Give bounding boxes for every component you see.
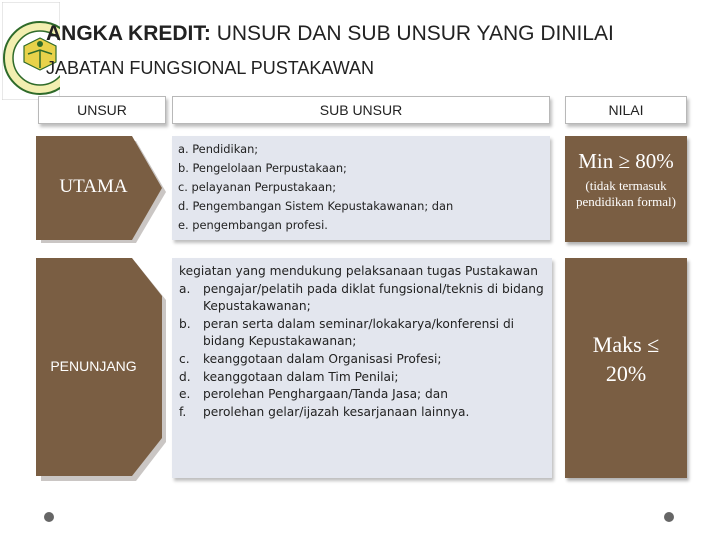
- list-marker: f.: [179, 404, 187, 419]
- page-subtitle: JABATAN FUNGSIONAL PUSTAKAWAN: [46, 58, 375, 78]
- header-sub-unsur: SUB UNSUR: [172, 96, 550, 124]
- sub-unsur-penunjang: [172, 258, 552, 478]
- chevron-utama: [36, 136, 166, 242]
- sub-item: c. pelayanan Perpustakaan;: [178, 180, 337, 194]
- title-rest: UNSUR DAN SUB UNSUR YANG DINILAI: [210, 22, 614, 45]
- list-item: [179, 404, 546, 422]
- unsur-utama-label: UTAMA: [59, 176, 128, 197]
- list-item: [179, 351, 546, 369]
- list-text: pengajar/pelatih pada diklat fungsional/teknis di bidang Kepustakawanan;: [203, 281, 544, 314]
- sub-item: e. pengembangan profesi.: [178, 218, 328, 232]
- sub-intro: kegiatan yang mendukung pelaksanaan tugas Pustakawan: [179, 264, 538, 278]
- list-item: [179, 369, 546, 387]
- list-item: [179, 386, 546, 404]
- header-unsur: UNSUR: [38, 96, 166, 124]
- nilai-utama-note: (tidak termasuk pendidikan formal): [576, 178, 676, 209]
- dot-icon: [44, 512, 54, 522]
- sub-unsur-utama: [172, 136, 550, 240]
- nilai-penunjang-value: Maks ≤ 20%: [592, 332, 660, 386]
- nilai-penunjang: [565, 258, 687, 478]
- list-marker: a.: [179, 281, 191, 296]
- header-nilai: NILAI: [565, 96, 687, 124]
- nilai-utama-value: Min ≥ 80%: [578, 149, 674, 173]
- list-marker: b.: [179, 316, 191, 331]
- sub-item: d. Pengembangan Sistem Kepustakawanan; dan: [178, 199, 454, 213]
- sub-item: b. Pengelolaan Perpustakaan;: [178, 161, 347, 175]
- sub-item: a. Pendidikan;: [178, 142, 259, 156]
- list-item: [179, 281, 546, 316]
- title-bold: ANGKA KREDIT:: [46, 22, 211, 45]
- list-marker: c.: [179, 351, 190, 366]
- list-marker: e.: [179, 387, 191, 402]
- list-marker: d.: [179, 369, 191, 384]
- list-item: [179, 316, 546, 351]
- dot-icon: [664, 512, 674, 522]
- perpustakaan-emblem-icon: [2, 2, 60, 100]
- unsur-penunjang-label: PENUNJANG: [50, 358, 137, 374]
- list-text: perolehan Penghargaan/Tanda Jasa; dan: [203, 387, 448, 402]
- chevron-penunjang: [36, 258, 166, 478]
- pustakawan-logo: [2, 2, 60, 100]
- page-title: [46, 22, 614, 46]
- list-text: peran serta dalam seminar/lokakarya/konferensi di bidang Kepustakawanan;: [203, 316, 515, 349]
- list-text: keanggotaan dalam Tim Penilai;: [203, 369, 399, 384]
- nilai-utama: [565, 136, 687, 242]
- list-text: keanggotaan dalam Organisasi Profesi;: [203, 351, 442, 366]
- list-text: perolehan gelar/ijazah kesarjanaan lainnya.: [203, 404, 470, 419]
